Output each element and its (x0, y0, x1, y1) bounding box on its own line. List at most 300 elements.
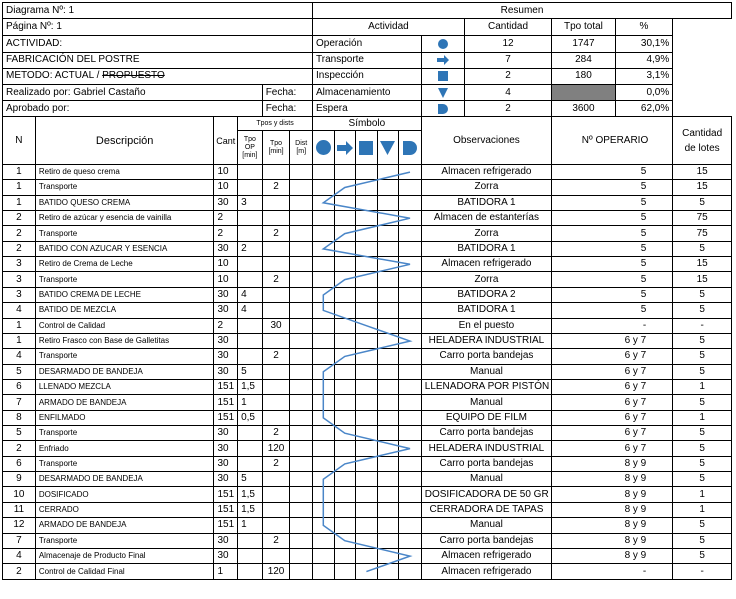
row-observation: BATIDORA 1 (421, 303, 551, 318)
symbol-cell (399, 180, 422, 195)
row-quantity: 30 (214, 441, 238, 456)
symbol-cell (377, 441, 399, 456)
row-observation: Carro porta bandejas (421, 426, 551, 441)
row-lots: 5 (673, 441, 732, 456)
symbol-cell (399, 426, 422, 441)
table-row (3, 164, 732, 179)
summary-row-4-name: Espera (313, 101, 422, 117)
symbol-cell (334, 272, 356, 287)
row-time: 2 (262, 349, 290, 364)
row-operator: 6 y 7 (552, 333, 673, 348)
row-observation: BATIDORA 1 (421, 195, 551, 210)
row-observation: CERRADORA DE TAPAS (421, 502, 551, 517)
table-row (3, 487, 732, 502)
col-n-header: N (3, 117, 36, 165)
symbol-cell (377, 456, 399, 471)
row-operator: 5 (552, 287, 673, 302)
delay-d-icon (421, 101, 464, 117)
row-description: BATIDO DE MEZCLA (35, 303, 214, 318)
row-number: 2 (3, 564, 36, 580)
row-operator: 6 y 7 (552, 395, 673, 410)
row-number: 2 (3, 441, 36, 456)
symbol-cell (313, 333, 335, 348)
symbol-cell (334, 487, 356, 502)
symbol-cell (313, 211, 335, 226)
symbol-cell (356, 164, 378, 179)
row-lots: 15 (673, 272, 732, 287)
symbol-cell (399, 456, 422, 471)
symbol-cell (377, 333, 399, 348)
row-observation: HELADERA INDUSTRIAL (421, 441, 551, 456)
row-number: 2 (3, 241, 36, 256)
row-dist (290, 502, 313, 517)
row-number: 3 (3, 287, 36, 302)
summary-row-3-time (552, 84, 616, 100)
symbol-cell (399, 379, 422, 394)
row-operator: 5 (552, 241, 673, 256)
symbol-cell (334, 548, 356, 563)
row-operator: 5 (552, 257, 673, 272)
row-op-time (238, 456, 263, 471)
symbol-cell (334, 318, 356, 333)
summary-row-2-name: Inspección (313, 68, 422, 84)
summary-row-2-quantity: 2 (464, 68, 551, 84)
row-lots: 5 (673, 241, 732, 256)
row-quantity: 151 (214, 379, 238, 394)
transport-symbol-icon (334, 131, 356, 164)
symbol-cell (356, 226, 378, 241)
row-quantity: 2 (214, 226, 238, 241)
row-lots: 5 (673, 364, 732, 379)
row-description: Retiro de Crema de Leche (35, 257, 214, 272)
row-op-time (238, 441, 263, 456)
symbol-cell (313, 226, 335, 241)
symbol-cell (377, 195, 399, 210)
row-observation: BATIDORA 2 (421, 287, 551, 302)
row-description: Transporte (35, 533, 214, 548)
symbol-cell (377, 303, 399, 318)
summary-row-1-pct: 4,9% (615, 52, 672, 68)
row-dist (290, 164, 313, 179)
symbol-cell (399, 548, 422, 563)
symbol-cell (399, 533, 422, 548)
row-number: 7 (3, 533, 36, 548)
row-op-time (238, 426, 263, 441)
symbol-cell (356, 441, 378, 456)
symbol-cell (399, 195, 422, 210)
symbol-cell (356, 426, 378, 441)
symbol-cell (399, 257, 422, 272)
table-row (3, 456, 732, 471)
row-description: Transporte (35, 456, 214, 471)
symbol-cell (356, 410, 378, 425)
row-observation: Zorra (421, 226, 551, 241)
row-op-time (238, 333, 263, 348)
row-number: 7 (3, 395, 36, 410)
symbol-cell (377, 349, 399, 364)
symbol-cell (377, 241, 399, 256)
row-operator: 5 (552, 195, 673, 210)
row-number: 2 (3, 211, 36, 226)
symbol-cell (313, 533, 335, 548)
symbol-cell (313, 564, 335, 580)
row-time: 2 (262, 272, 290, 287)
storage-symbol-icon (377, 131, 399, 164)
symbol-cell (377, 257, 399, 272)
row-lots: 5 (673, 333, 732, 348)
row-time: 2 (262, 226, 290, 241)
symbol-cell (313, 257, 335, 272)
symbol-cell (334, 410, 356, 425)
symbol-cell (334, 164, 356, 179)
symbol-cell (334, 287, 356, 302)
row-quantity: 30 (214, 241, 238, 256)
symbol-cell (356, 303, 378, 318)
row-quantity: 30 (214, 364, 238, 379)
symbol-cell (356, 257, 378, 272)
symbol-cell (399, 164, 422, 179)
row-operator: 8 y 9 (552, 548, 673, 563)
row-description: ARMADO DE BANDEJA (35, 518, 214, 533)
symbol-cell (399, 410, 422, 425)
symbol-cell (399, 211, 422, 226)
row-number: 4 (3, 548, 36, 563)
col-description-header: Descripción (35, 117, 214, 165)
symbol-cell (377, 410, 399, 425)
row-dist (290, 533, 313, 548)
row-operator: 8 y 9 (552, 472, 673, 487)
symbol-cell (356, 564, 378, 580)
row-description: DESARMADO DE BANDEJA (35, 472, 214, 487)
row-time (262, 518, 290, 533)
row-quantity: 2 (214, 318, 238, 333)
symbol-cell (377, 426, 399, 441)
table-row (3, 180, 732, 195)
table-row (3, 502, 732, 517)
row-description: Transporte (35, 272, 214, 287)
symbol-cell (313, 180, 335, 195)
row-observation: LLENADORA POR PISTÓN (421, 379, 551, 394)
row-number: 9 (3, 472, 36, 487)
table-row (3, 441, 732, 456)
summary-row-0-time: 1747 (552, 36, 616, 52)
symbol-cell (356, 502, 378, 517)
triangle-icon (421, 84, 464, 100)
symbol-cell (334, 180, 356, 195)
row-description: LLENADO MEZCLA (35, 379, 214, 394)
row-op-time (238, 318, 263, 333)
symbol-cell (313, 318, 335, 333)
symbol-cell (334, 333, 356, 348)
row-operator: 6 y 7 (552, 364, 673, 379)
symbol-cell (399, 364, 422, 379)
symbol-cell (313, 379, 335, 394)
row-dist (290, 349, 313, 364)
row-description: Control de Calidad Final (35, 564, 214, 580)
row-number: 5 (3, 364, 36, 379)
row-observation: HELADERA INDUSTRIAL (421, 333, 551, 348)
symbol-cell (399, 564, 422, 580)
row-quantity: 151 (214, 502, 238, 517)
row-dist (290, 395, 313, 410)
row-observation: DOSIFICADORA DE 50 GR (421, 487, 551, 502)
summary-row-3-quantity: 4 (464, 84, 551, 100)
row-lots: 5 (673, 472, 732, 487)
row-op-time: 1 (238, 395, 263, 410)
symbol-cell (313, 272, 335, 287)
row-operator: - (552, 564, 673, 580)
row-dist (290, 487, 313, 502)
row-dist (290, 518, 313, 533)
row-lots: 1 (673, 502, 732, 517)
symbol-cell (356, 533, 378, 548)
arrow-icon (421, 52, 464, 68)
row-lots: 75 (673, 226, 732, 241)
row-description: BATIDO CON AZUCAR Y ESENCIA (35, 241, 214, 256)
symbol-cell (334, 564, 356, 580)
empty-cell (673, 68, 732, 84)
row-quantity: 30 (214, 195, 238, 210)
row-description: CERRADO (35, 502, 214, 517)
symbol-cell (399, 241, 422, 256)
col-lots-header: Cantidad de lotes (673, 117, 732, 165)
symbol-cell (356, 518, 378, 533)
row-time (262, 303, 290, 318)
row-time: 30 (262, 318, 290, 333)
row-quantity: 10 (214, 257, 238, 272)
row-dist (290, 364, 313, 379)
row-operator: 5 (552, 272, 673, 287)
symbol-cell (377, 211, 399, 226)
row-op-time (238, 564, 263, 580)
symbol-cell (313, 241, 335, 256)
row-time (262, 241, 290, 256)
row-operator: 8 y 9 (552, 456, 673, 471)
row-dist (290, 333, 313, 348)
empty-cell (673, 101, 732, 117)
circle-icon (421, 36, 464, 52)
symbol-cell (334, 211, 356, 226)
square-icon (421, 68, 464, 84)
table-row (3, 211, 732, 226)
symbol-cell (356, 379, 378, 394)
row-description: BATIDO QUESO CREMA (35, 195, 214, 210)
symbol-cell (377, 564, 399, 580)
row-number: 5 (3, 426, 36, 441)
row-lots: 5 (673, 456, 732, 471)
row-lots: 15 (673, 164, 732, 179)
row-quantity: 30 (214, 472, 238, 487)
row-op-time (238, 548, 263, 563)
summary-row-0-pct: 30,1% (615, 36, 672, 52)
empty-cell (673, 19, 732, 36)
method-prefix: METODO: ACTUAL / (6, 70, 103, 82)
row-observation: Almacen refrigerado (421, 257, 551, 272)
table-row (3, 472, 732, 487)
row-dist (290, 195, 313, 210)
symbol-cell (399, 487, 422, 502)
row-number: 8 (3, 410, 36, 425)
made-by: Realizado por: Gabriel Castaño (3, 84, 263, 100)
summary-col-pct: % (615, 19, 672, 36)
row-observation: Zorra (421, 180, 551, 195)
row-dist (290, 226, 313, 241)
row-operator: 8 y 9 (552, 487, 673, 502)
row-observation: Almacen de estanterías (421, 211, 551, 226)
symbol-cell (377, 548, 399, 563)
row-description: ARMADO DE BANDEJA (35, 395, 214, 410)
symbol-cell (377, 180, 399, 195)
row-dist (290, 211, 313, 226)
row-op-time: 1,5 (238, 379, 263, 394)
row-op-time (238, 226, 263, 241)
row-dist (290, 180, 313, 195)
date-label-1: Fecha: (262, 84, 312, 100)
row-description: Transporte (35, 349, 214, 364)
row-description: Transporte (35, 426, 214, 441)
row-dist (290, 564, 313, 580)
symbol-cell (399, 333, 422, 348)
row-operator: 8 y 9 (552, 518, 673, 533)
row-lots: 1 (673, 379, 732, 394)
table-row (3, 333, 732, 348)
row-description: DOSIFICADO (35, 487, 214, 502)
row-operator: 8 y 9 (552, 502, 673, 517)
symbol-cell (313, 426, 335, 441)
row-dist (290, 318, 313, 333)
symbol-cell (377, 164, 399, 179)
row-dist (290, 287, 313, 302)
row-dist (290, 303, 313, 318)
row-number: 10 (3, 487, 36, 502)
symbol-cell (377, 226, 399, 241)
summary-row-4-quantity: 2 (464, 101, 551, 117)
row-op-time: 0,5 (238, 410, 263, 425)
activity-label: ACTIVIDAD: (3, 36, 313, 52)
symbol-cell (356, 195, 378, 210)
row-dist (290, 548, 313, 563)
row-dist (290, 426, 313, 441)
approved-by: Aprobado por: (3, 101, 263, 117)
symbol-cell (377, 472, 399, 487)
row-number: 1 (3, 318, 36, 333)
symbol-cell (334, 533, 356, 548)
symbol-cell (377, 502, 399, 517)
table-row (3, 410, 732, 425)
symbol-cell (313, 548, 335, 563)
row-lots: 5 (673, 349, 732, 364)
row-number: 3 (3, 257, 36, 272)
symbol-cell (356, 349, 378, 364)
row-op-time (238, 272, 263, 287)
symbol-cell (334, 472, 356, 487)
row-operator: 6 y 7 (552, 410, 673, 425)
row-number: 12 (3, 518, 36, 533)
row-number: 1 (3, 195, 36, 210)
table-row (3, 379, 732, 394)
row-description: Almacenaje de Producto Final (35, 548, 214, 563)
row-time (262, 472, 290, 487)
inspection-symbol-icon (356, 131, 378, 164)
row-lots: 1 (673, 487, 732, 502)
row-operator: 6 y 7 (552, 349, 673, 364)
row-dist (290, 441, 313, 456)
summary-row-3-pct: 0,0% (615, 84, 672, 100)
row-time (262, 287, 290, 302)
row-observation: Manual (421, 395, 551, 410)
table-row (3, 303, 732, 318)
symbol-cell (356, 333, 378, 348)
symbol-cell (313, 441, 335, 456)
col-quantity-header: Cant (214, 117, 238, 165)
row-lots: 5 (673, 395, 732, 410)
col-symbol-header: Símbolo (313, 117, 422, 131)
row-quantity: 30 (214, 287, 238, 302)
symbol-cell (356, 211, 378, 226)
symbol-cell (399, 303, 422, 318)
symbol-cell (356, 395, 378, 410)
row-op-time: 4 (238, 303, 263, 318)
symbol-cell (334, 241, 356, 256)
table-row (3, 257, 732, 272)
row-lots: 5 (673, 195, 732, 210)
summary-row-4-pct: 62,0% (615, 101, 672, 117)
row-quantity: 151 (214, 410, 238, 425)
table-row (3, 318, 732, 333)
symbol-cell (377, 364, 399, 379)
symbol-cell (377, 318, 399, 333)
row-description: Retiro Frasco con Base de Galletitas (35, 333, 214, 348)
symbol-cell (313, 502, 335, 517)
row-number: 6 (3, 456, 36, 471)
summary-row-1-name: Transporte (313, 52, 422, 68)
symbol-cell (399, 518, 422, 533)
date-label-2: Fecha: (262, 101, 312, 117)
row-lots: - (673, 564, 732, 580)
symbol-cell (313, 410, 335, 425)
row-dist (290, 456, 313, 471)
operation-symbol-icon (313, 131, 335, 164)
row-quantity: 30 (214, 548, 238, 563)
row-time (262, 195, 290, 210)
row-description: ENFILMADO (35, 410, 214, 425)
row-dist (290, 272, 313, 287)
row-observation: Carro porta bandejas (421, 456, 551, 471)
symbol-cell (334, 518, 356, 533)
row-number: 2 (3, 226, 36, 241)
symbol-cell (313, 364, 335, 379)
row-lots: - (673, 318, 732, 333)
row-time (262, 487, 290, 502)
row-observation: Manual (421, 518, 551, 533)
summary-row-1-time: 284 (552, 52, 616, 68)
row-lots: 5 (673, 518, 732, 533)
row-dist (290, 241, 313, 256)
empty-cell (673, 84, 732, 100)
col-operator-header: Nº OPERARIO (552, 117, 673, 165)
summary-row-1-quantity: 7 (464, 52, 551, 68)
symbol-cell (313, 472, 335, 487)
row-observation: Almacen refrigerado (421, 164, 551, 179)
row-op-time (238, 164, 263, 179)
symbol-cell (313, 195, 335, 210)
row-time (262, 548, 290, 563)
symbol-cell (334, 502, 356, 517)
symbol-cell (334, 349, 356, 364)
symbol-cell (399, 472, 422, 487)
row-op-time (238, 257, 263, 272)
symbol-cell (377, 272, 399, 287)
